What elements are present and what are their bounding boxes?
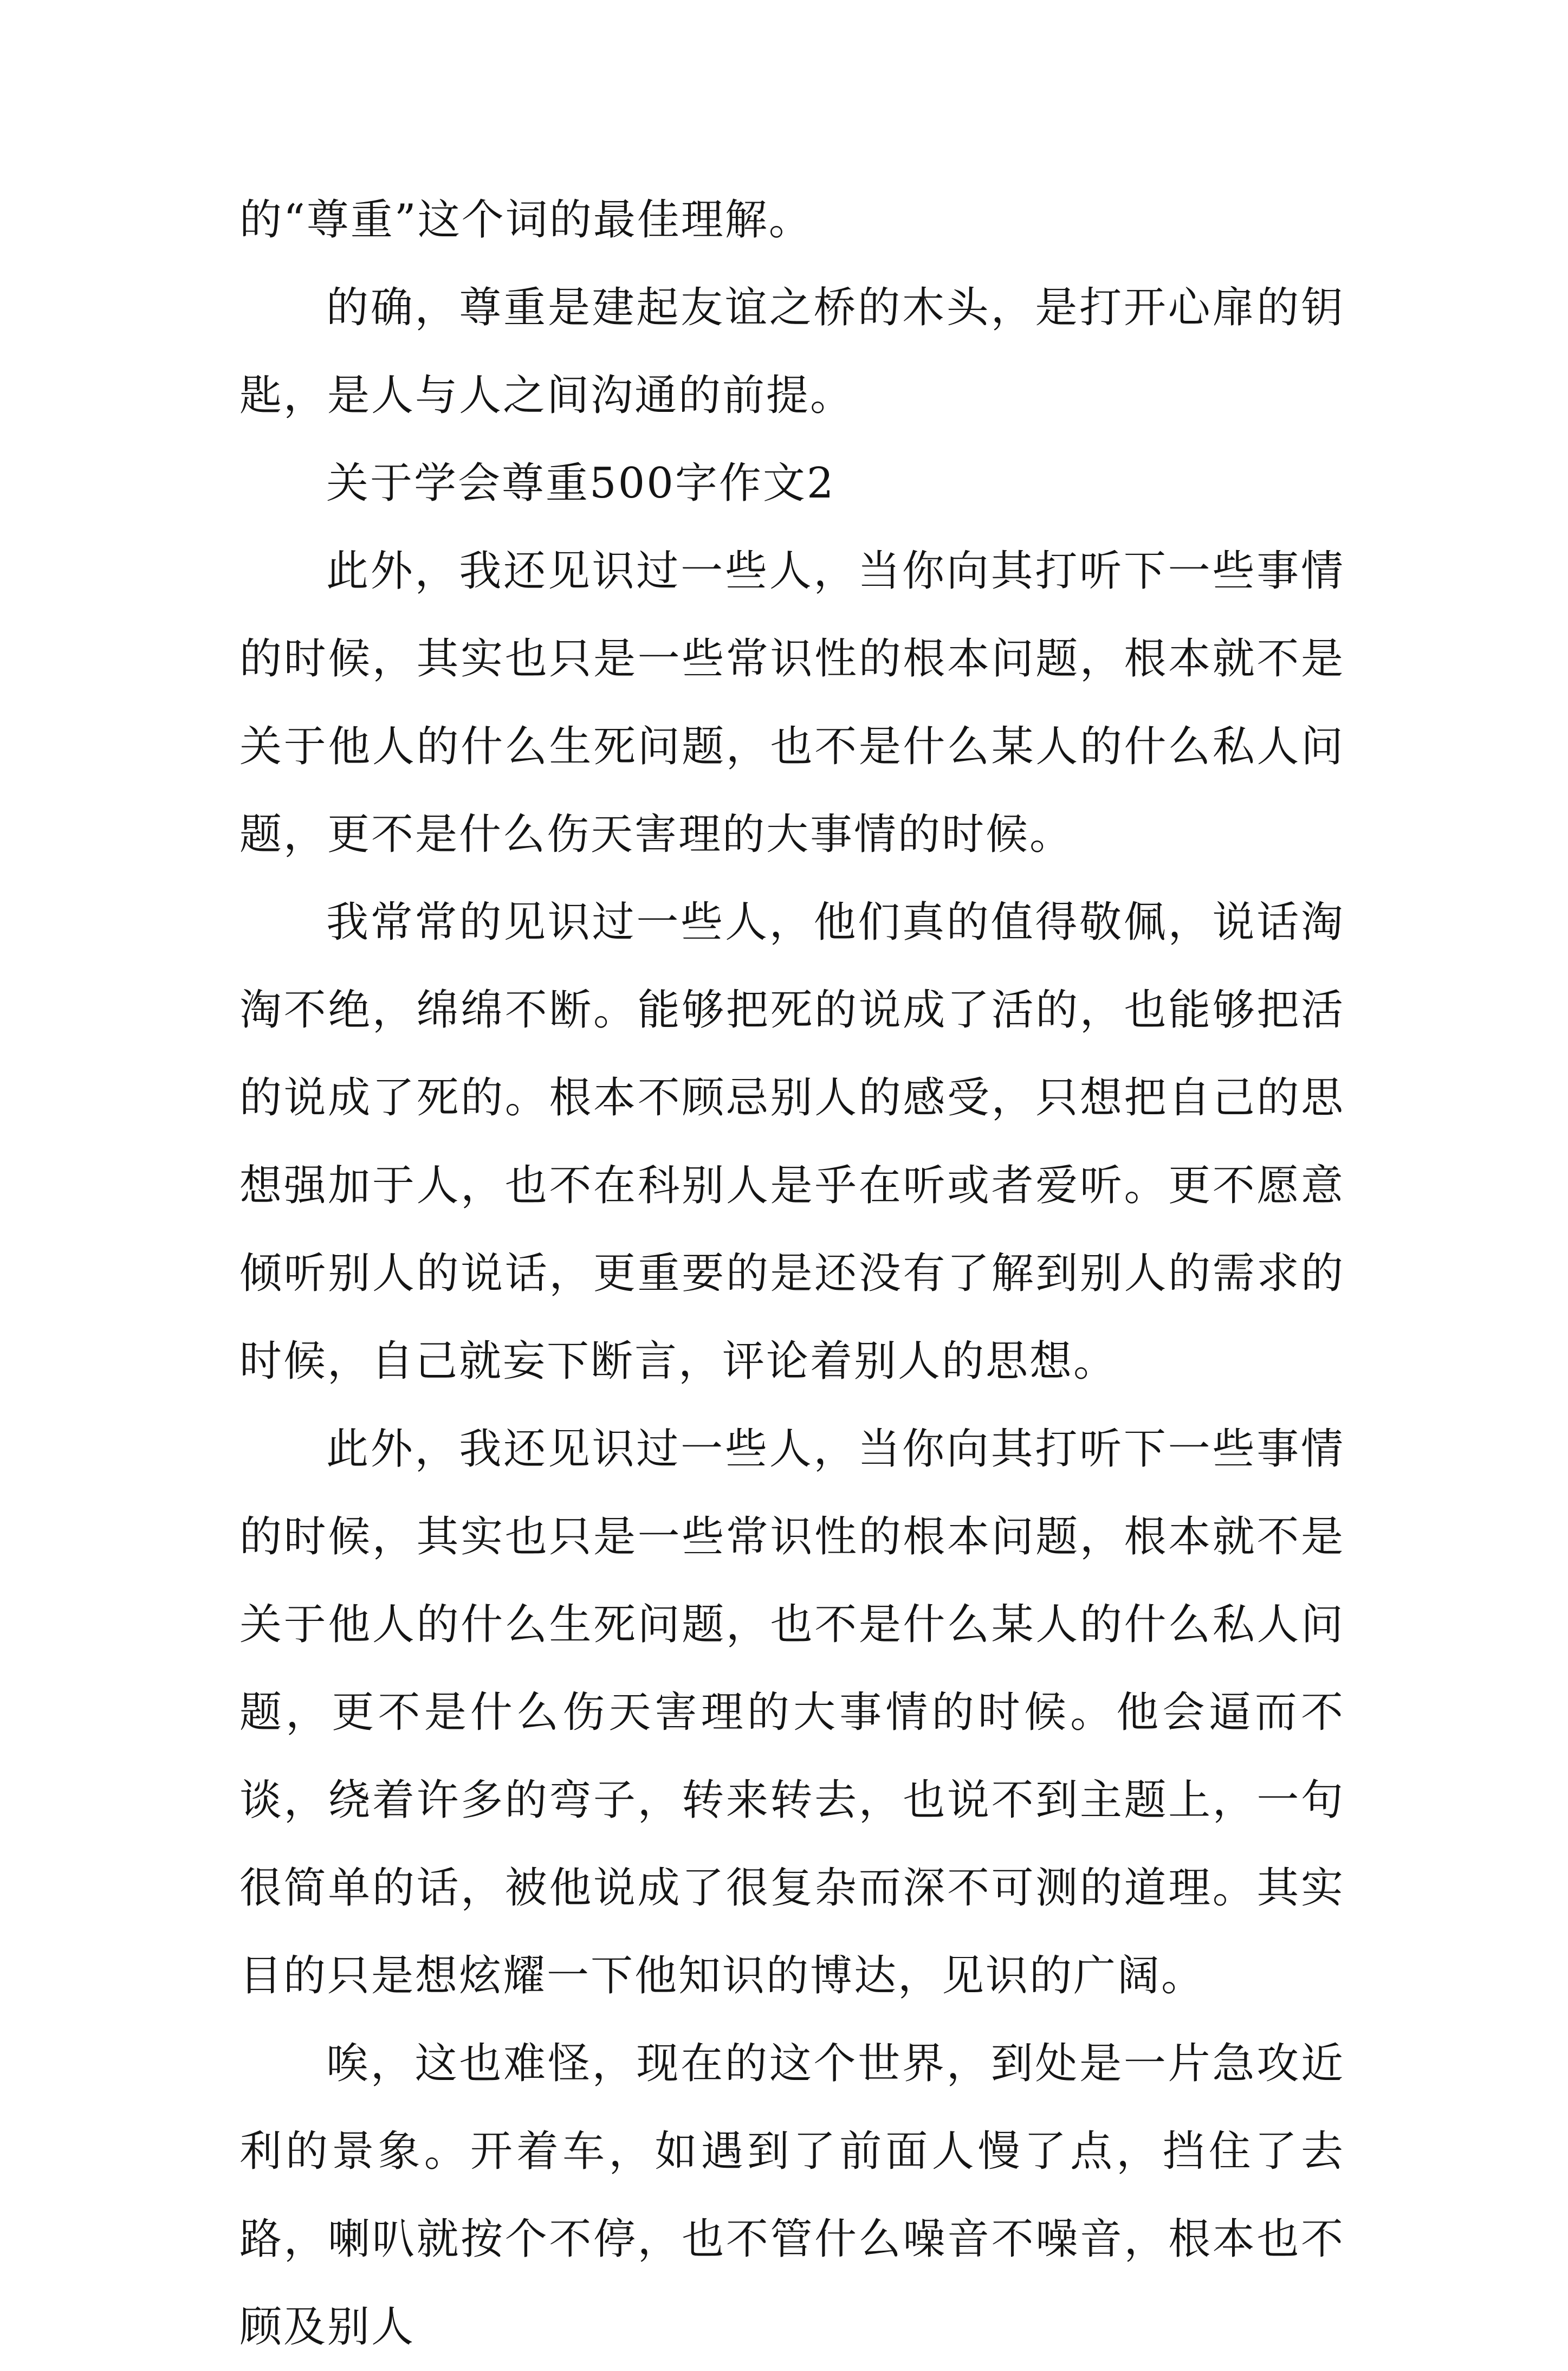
article-body [239, 176, 1345, 2371]
paragraph: 此外，我还见识过一些人，当你向其打听下一些事情的时候，其实也只是一些常识性的根本问题，根本就不是关于他人的什么生死问题，也不是什么某人的什么私人问题，更不是什么伤天害理的大事情的时候。 [239, 547, 1345, 859]
paragraph: 我常常的见识过一些人，他们真的值得敬佩，说话淘淘不绝，绵绵不断。能够把死的说成了活的，也能够把活的说成了死的。根本不顾忌别人的感受，只想把自己的思想强加于人，也不在科别人是乎在听或者爱听。更不愿意倾听别人的说话，更重要的是还没有了解到别人的需求的时候，自己就妄下断言，评论着别人的思想。 [239, 898, 1345, 1386]
paragraph: 此外，我还见识过一些人，当你向其打听下一些事情的时候，其实也只是一些常识性的根本问题，根本就不是关于他人的什么生死问题，也不是什么某人的什么私人问题，更不是什么伤天害理的大事情的时候。他会逼而不谈，绕着许多的弯子，转来转去，也说不到主题上，一句很简单的话，被他说成了很复杂而深不可测的道理。其实目的只是想炫耀一下他知识的博达，见识的广阔。 [239, 1425, 1345, 2000]
section-heading: 关于学会尊重500字作文2 [326, 459, 835, 508]
paragraph-continuation: 的“尊重”这个词的最佳理解。 [239, 196, 813, 244]
paragraph: 唉，这也难怪，现在的这个世界，到处是一片急攻近利的景象。开着车，如遇到了前面人慢了点，挡住了去路，喇叭就按个不停，也不管什么噪音不噪音，根本也不顾及别人 [239, 2039, 1345, 2351]
paragraph: 的确，尊重是建起友谊之桥的木头，是打开心扉的钥匙，是人与人之间沟通的前提。 [239, 283, 1345, 420]
